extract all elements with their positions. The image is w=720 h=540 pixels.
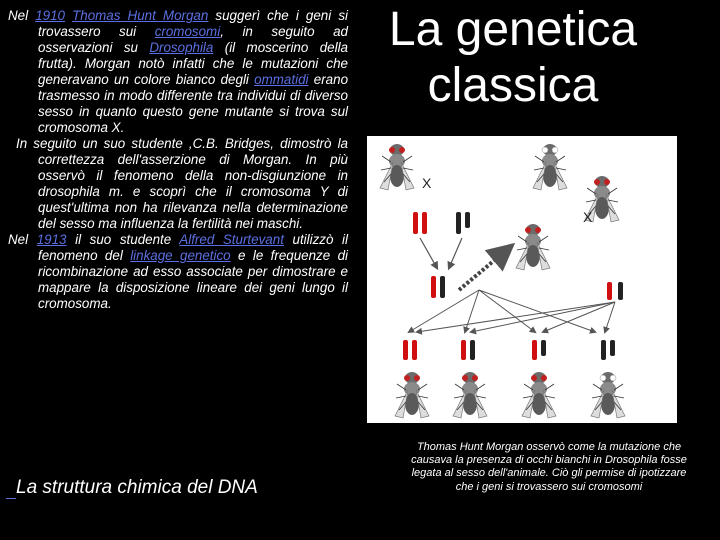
inline-link[interactable]: 1910 (35, 8, 65, 23)
text-run (65, 8, 72, 23)
drosophila-cross-figure (367, 136, 677, 423)
arrow-to-f1-left (420, 238, 437, 268)
arrow-to-f1-right (449, 238, 462, 268)
inline-link[interactable]: ommatidi (254, 72, 309, 87)
figure-caption: Thomas Hunt Morgan osservò come la mutazione che causava la presenza di occhi bianchi in Drosophila fosse legata al sesso dell'animale. Ciò gli permise di ipotizzare che i geni si trovassero sui cromosomi (411, 441, 687, 493)
text-run: utilizzò il fenomeno del (38, 232, 348, 263)
text-run: Nel (8, 232, 37, 247)
parental-chromosomes (413, 212, 470, 234)
text-run: Nel (8, 8, 36, 23)
cross-symbol-1: X (422, 175, 432, 191)
paragraph-morgan (0, 8, 348, 136)
inline-link[interactable]: Alfred Sturtevant (179, 232, 284, 247)
text-run: In seguito un suo studente ,C.B. Bridges, dimostrò la correttezza dell'asserzione di Morgan. In più osservò il fenomeno della non-disgiunzione in drosophila m. e scoprì che il cromosoma Y di quest'ultima non ha rilevanza nella determinazione del sesso ma influenza la fertilità nei maschi. (16, 136, 348, 231)
inline-link[interactable]: Drosophila (149, 40, 214, 55)
text-run: il suo studente (66, 232, 180, 247)
text-run: (il moscerino della frutta). Morgan notò infatti che le mutazioni che generavano un colore bianco degli (38, 40, 348, 87)
fly-parent-male-whiteeye (533, 144, 567, 190)
arrow-to-f1-fly (459, 248, 509, 290)
fly-parent-female-redeye (380, 144, 414, 190)
body-text (0, 8, 356, 312)
dna-structure-link[interactable] (6, 477, 258, 499)
text-run: , in seguito ad osservazioni su (38, 24, 348, 55)
inline-link[interactable]: cromosomi (154, 24, 221, 39)
fly-f2-4 (591, 372, 625, 418)
text-run: e le frequenze di ricombinazione ad esso associate per dimostrare e mappare la disposizione lineare dei geni lungo il cromosoma. (38, 248, 348, 311)
arrows-to-f2 (409, 290, 615, 332)
paragraph-bridges (0, 136, 348, 232)
fly-f2-1 (395, 372, 429, 418)
slide-title (368, 2, 658, 114)
link-underline (6, 480, 16, 499)
text-run: erano trasmesso in modo differente tra individui di diverso sesso in quanto questo gene mutante si trova sul cromosoma X. (38, 72, 349, 135)
paragraph-sturtevant (0, 232, 348, 312)
f1-chromosomes (431, 276, 445, 298)
fly-f1-left (516, 224, 550, 270)
dna-structure-link-label: La struttura chimica del DNA (16, 477, 258, 498)
f1-chromosomes-right (607, 282, 623, 300)
inline-link[interactable]: Thomas Hunt Morgan (72, 8, 209, 23)
f2-chromosomes (403, 340, 615, 360)
inline-link[interactable]: 1913 (36, 232, 67, 247)
text-run: suggerì che i geni si trovassero sui (38, 8, 348, 39)
cross-diagram (367, 136, 677, 423)
fly-f2-3 (522, 372, 556, 418)
cross-symbol-2: X (583, 209, 593, 225)
slide-title-line2: classica (427, 59, 599, 112)
inline-link[interactable]: linkage genetico (130, 248, 231, 263)
fly-f2-2 (453, 372, 487, 418)
slide-title-line1: La genetica (388, 3, 638, 56)
